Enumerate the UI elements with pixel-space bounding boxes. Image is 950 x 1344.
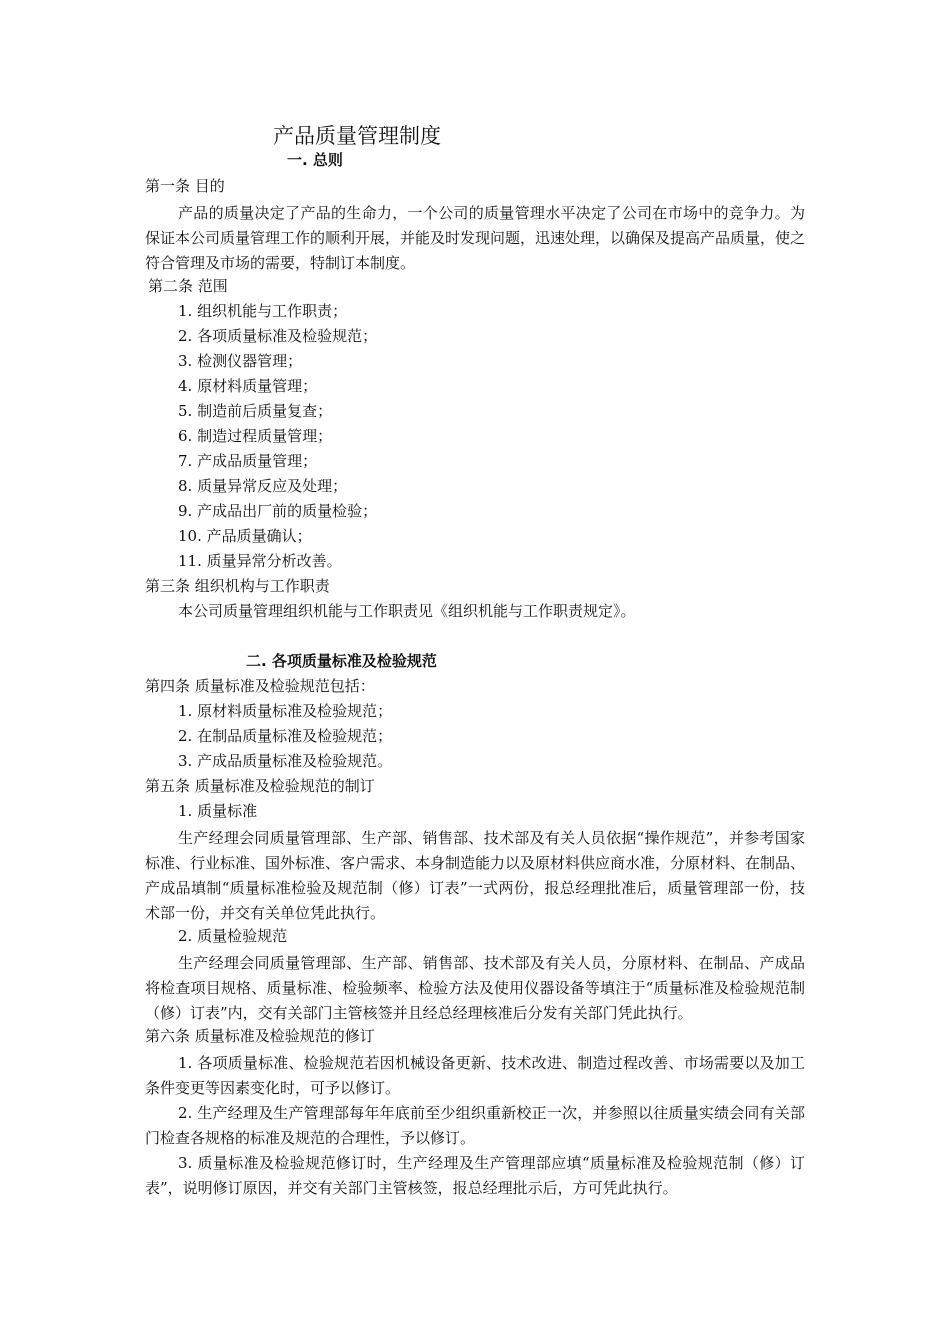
scope-item: 2. 各项质量标准及检验规范； (178, 327, 378, 345)
scope-item: 10. 产品质量确认； (178, 527, 312, 545)
article-4-heading: 第四条 质量标准及检验规范包括： (145, 677, 375, 695)
scope-item: 9. 产成品出厂前的质量检验； (178, 502, 378, 520)
article-6-heading: 第六条 质量标准及检验规范的修订 (145, 1027, 375, 1045)
scope-item: 4. 原材料质量管理； (178, 377, 318, 395)
scope-item: 6. 制造过程质量管理； (178, 427, 333, 445)
article-5-sub1-body: 生产经理会同质量管理部、生产部、销售部、技术部及有关人员依据“操作规范”，并参考国家标准、行业标准、国外标准、客户需求、本身制造能力以及原材料供应商水准，分原材料、在制品、产成品填制“质量标准检验及规范制（修）订表”一式两份，报总经理批准后，质量管理部一份，技术部一份，并交有关单位凭此执行。 (145, 829, 806, 922)
article-1-heading: 第一条 目的 (145, 177, 225, 195)
article-1-body: 产品的质量决定了产品的生命力，一个公司的质量管理水平决定了公司在市场中的竞争力。为保证本公司质量管理工作的顺利开展，并能及时发现问题，迅速处理，以确保及提高产品质量，使之符合管理及市场的需要，特制订本制度。 (145, 204, 806, 272)
standards-item: 1. 原材料质量标准及检验规范； (178, 702, 393, 720)
article-6-para-3: 3. 质量标准及检验规范修订时，生产经理及生产管理部应填“质量标准及检验规范制（修）订表”，说明修订原因，并交有关部门主管核签，报总经理批示后，方可凭此执行。 (145, 1154, 805, 1197)
scope-item: 3. 检测仪器管理； (178, 352, 303, 370)
standards-item: 3. 产成品质量标准及检验规范。 (178, 752, 393, 770)
section-heading-standards: 二. 各项质量标准及检验规范 (246, 652, 437, 670)
article-2-heading: 第二条 范围 (148, 277, 228, 295)
scope-item: 1. 组织机能与工作职责； (178, 302, 348, 320)
article-6-para-2: 2. 生产经理及生产管理部每年年底前至少组织重新校正一次，并参照以往质量实绩会同有关部门检查各规格的标准及规范的合理性，予以修订。 (145, 1104, 805, 1147)
scope-item: 5. 制造前后质量复查； (178, 402, 333, 420)
scope-item: 11. 质量异常分析改善。 (178, 552, 342, 570)
standards-item: 2. 在制品质量标准及检验规范； (178, 727, 393, 745)
article-5-sub2-body: 生产经理会同质量管理部、生产部、销售部、技术部及有关人员，分原材料、在制品、产成品将检查项目规格、质量标准、检验频率、检验方法及使用仪器设备等填注于“质量标准及检验规范制（修）订表”内，交有关部门主管核签并且经总经理核准后分发有关部门凭此执行。 (145, 954, 805, 1022)
article-5-sub1-heading: 1. 质量标准 (178, 802, 258, 820)
scope-item: 7. 产成品质量管理； (178, 452, 318, 470)
section-heading-general: 一. 总则 (287, 151, 343, 169)
article-5-sub2-heading: 2. 质量检验规范 (178, 927, 288, 945)
article-3-body: 本公司质量管理组织机能与工作职责见《组织机能与工作职责规定》。 (178, 602, 636, 620)
scope-item: 8. 质量异常反应及处理； (178, 477, 348, 495)
article-6-para-1: 1. 各项质量标准、检验规范若因机械设备更新、技术改进、制造过程改善、市场需要以及加工条件变更等因素变化时，可予以修订。 (145, 1054, 805, 1097)
document-title: 产品质量管理制度 (273, 124, 441, 148)
article-5-heading: 第五条 质量标准及检验规范的制订 (145, 777, 375, 795)
article-3-heading: 第三条 组织机构与工作职责 (145, 577, 330, 595)
